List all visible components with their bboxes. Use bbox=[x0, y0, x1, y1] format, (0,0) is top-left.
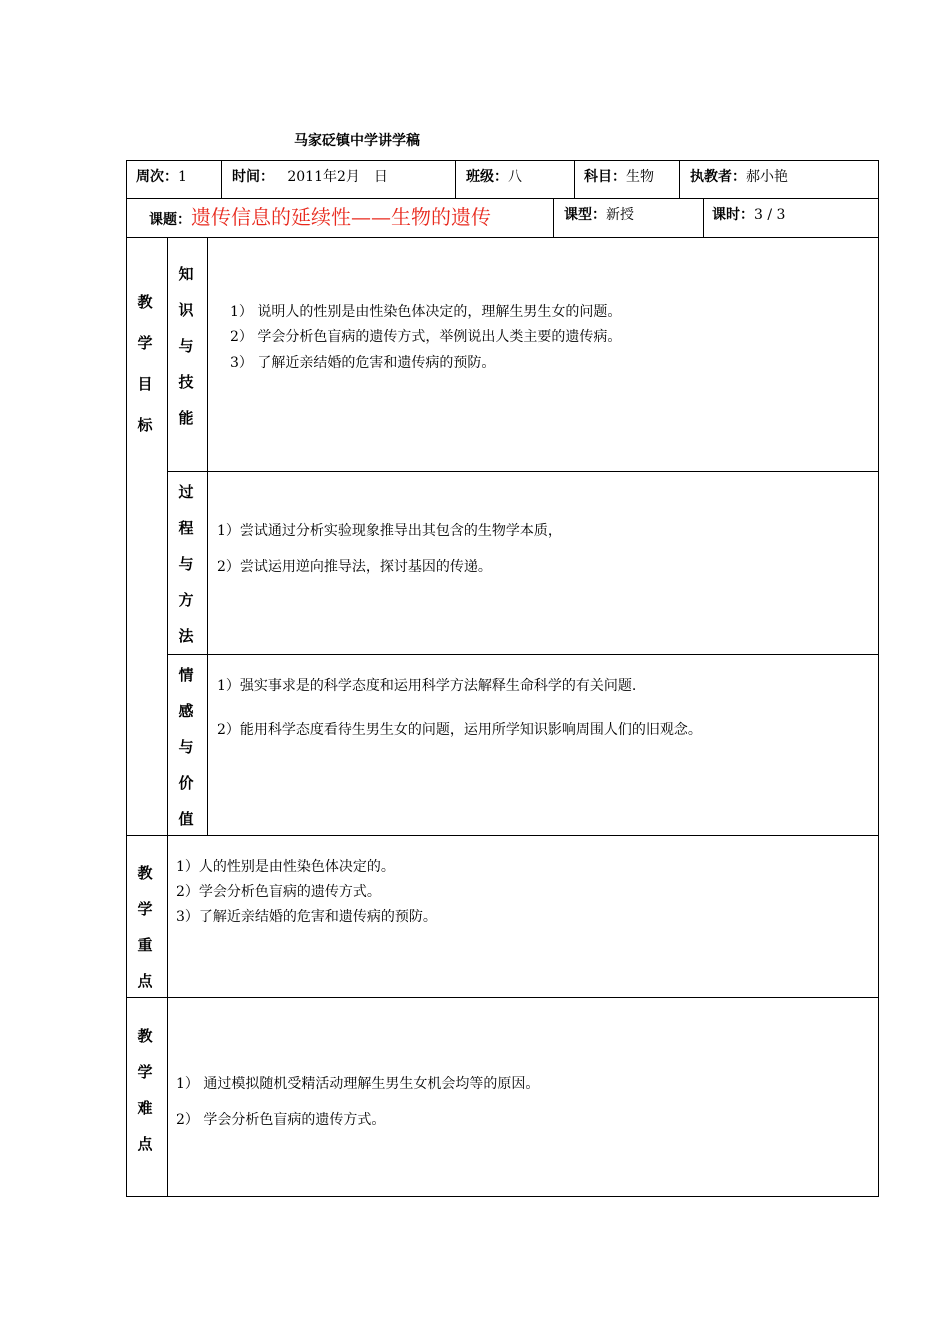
knowledge-item: 1） 说明人的性别是由性染色体决定的，理解生男生女的问题。 bbox=[230, 304, 622, 320]
week-label: 周次： bbox=[136, 169, 178, 185]
period-cell bbox=[712, 204, 785, 224]
knowledge-label: 知 识 与 技 能 bbox=[178, 265, 194, 427]
class-cell bbox=[466, 166, 522, 186]
class-label: 班级： bbox=[466, 169, 508, 185]
teacher-value: 郝小艳 bbox=[746, 169, 788, 185]
document-title: 马家砭镇中学讲学稿 bbox=[294, 133, 420, 149]
goals-label: 教 学 目 标 bbox=[137, 293, 153, 434]
period-value: 3 / 3 bbox=[754, 207, 786, 223]
type-cell bbox=[564, 204, 634, 224]
teacher-label: 执教者： bbox=[690, 169, 746, 185]
knowledge-item: 3） 了解近亲结婚的危害和遗传病的预防。 bbox=[230, 355, 496, 371]
key-point-item: 3）了解近亲结婚的危害和遗传病的预防。 bbox=[176, 909, 437, 925]
key-points-label: 教 学 重 点 bbox=[137, 864, 153, 990]
time-cell bbox=[232, 166, 388, 186]
process-item: 2）尝试运用逆向推导法，探讨基因的传递。 bbox=[217, 559, 492, 575]
topic-cell bbox=[149, 201, 491, 230]
process-label: 过 程 与 方 法 bbox=[178, 483, 194, 645]
key-point-item: 1）人的性别是由性染色体决定的。 bbox=[176, 859, 395, 875]
teacher-cell bbox=[690, 166, 788, 186]
emotion-item: 2）能用科学态度看待生男生女的问题，运用所学知识影响周围人们的旧观念。 bbox=[217, 722, 702, 738]
knowledge-item: 2） 学会分析色盲病的遗传方式，举例说出人类主要的遗传病。 bbox=[230, 329, 622, 345]
key-point-item: 2）学会分析色盲病的遗传方式。 bbox=[176, 884, 381, 900]
difficulties-label: 教 学 难 点 bbox=[137, 1027, 153, 1153]
subject-value: 生物 bbox=[626, 169, 654, 185]
difficulty-item: 2） 学会分析色盲病的遗传方式。 bbox=[176, 1112, 386, 1128]
process-item: 1）尝试通过分析实验现象推导出其包含的生物学本质， bbox=[217, 523, 562, 539]
topic-value: 遗传信息的延续性——生物的遗传 bbox=[191, 205, 491, 229]
emotion-item: 1）强实事求是的科学态度和运用科学方法解释生命科学的有关问题. bbox=[217, 678, 637, 694]
time-label: 时间： bbox=[232, 169, 274, 185]
difficulty-item: 1） 通过模拟随机受精活动理解生男生女机会均等的原因。 bbox=[176, 1076, 540, 1092]
time-value: 2011年2月 日 bbox=[287, 169, 388, 185]
type-value: 新授 bbox=[606, 207, 634, 223]
subject-cell bbox=[584, 166, 654, 186]
class-value: 八 bbox=[508, 169, 522, 185]
period-label: 课时： bbox=[712, 207, 754, 223]
week-cell bbox=[136, 166, 187, 186]
subject-label: 科目： bbox=[584, 169, 626, 185]
emotion-label: 情 感 与 价 值 bbox=[178, 666, 194, 828]
type-label: 课型： bbox=[564, 207, 606, 223]
week-value: 1 bbox=[178, 169, 187, 185]
topic-label: 课题： bbox=[149, 212, 191, 228]
